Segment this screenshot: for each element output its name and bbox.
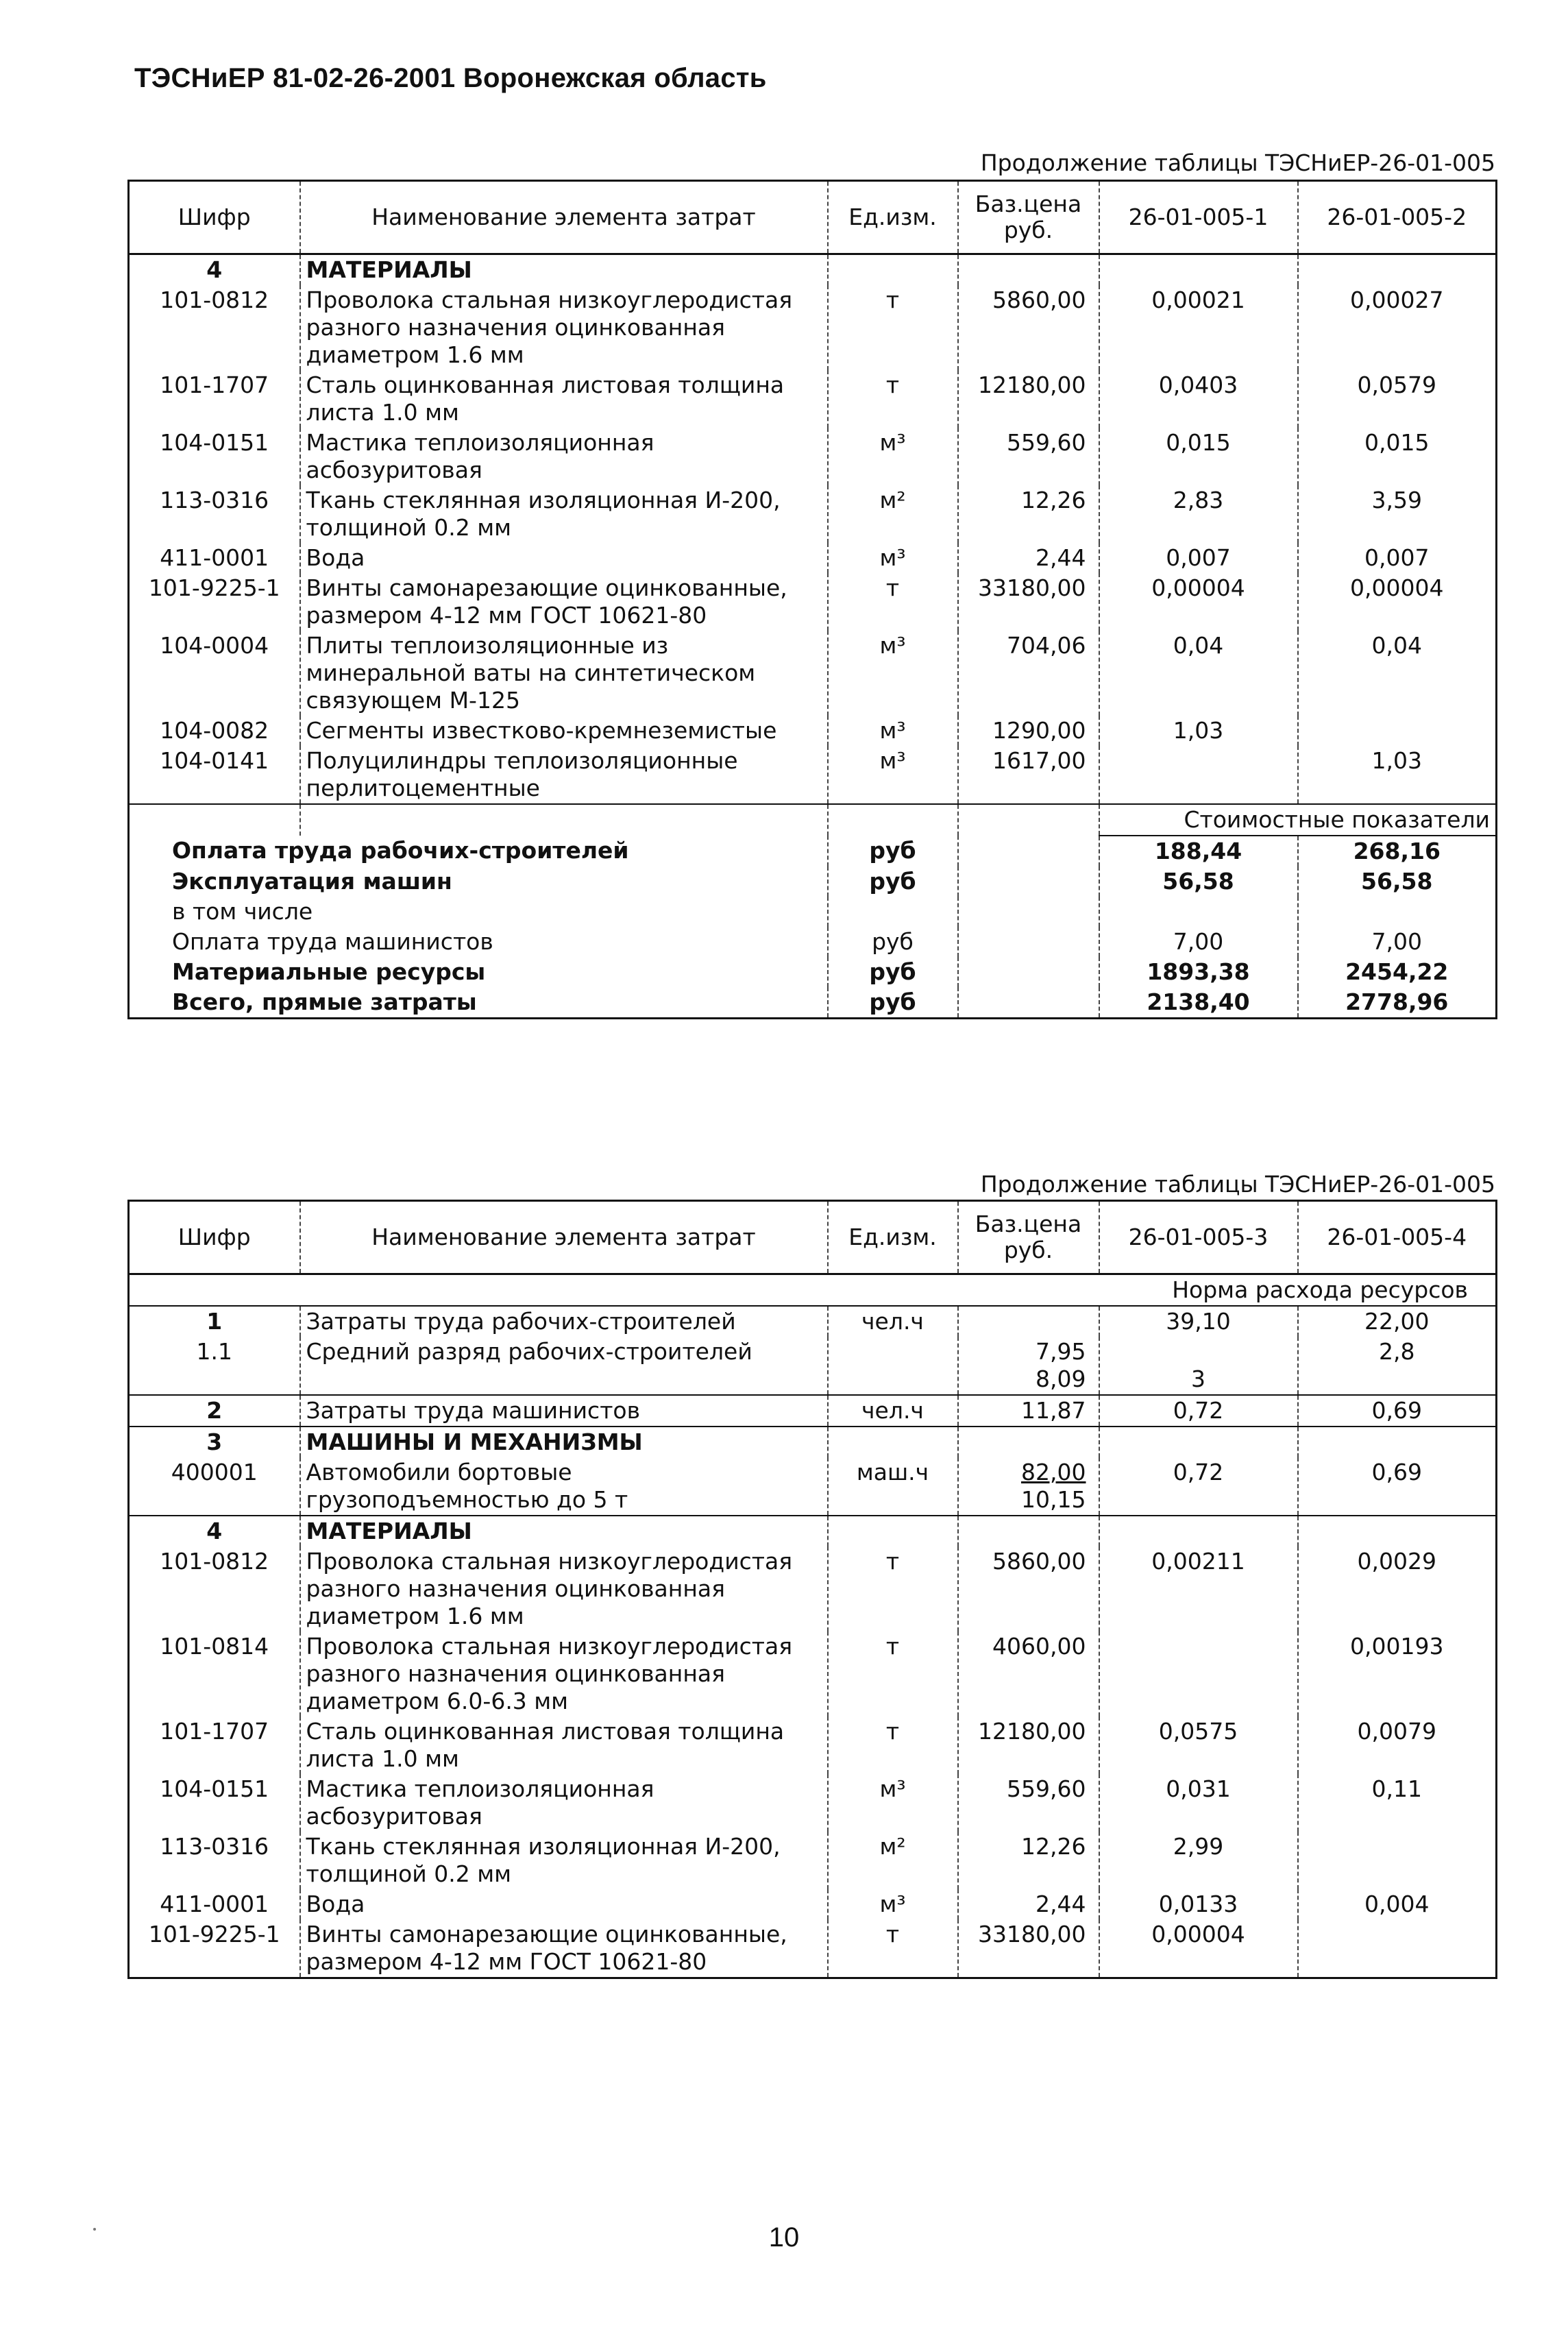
section-code: 4 [206, 256, 223, 283]
col-name-header: Наименование элемента затрат [300, 1201, 828, 1274]
labor-name: Затраты труда рабочих-строителей [300, 1306, 828, 1337]
row-unit: м³ [828, 746, 958, 804]
row-value-2: 0,00004 [1298, 573, 1497, 631]
table1-caption: Продолжение таблицы ТЭСНиЕР-26-01-005 [980, 149, 1495, 176]
summary-unit: руб [828, 987, 958, 1019]
row-name: Винты самонарезающие оцинкованные, размером 4-12 мм ГОСТ 10621-80 [300, 573, 828, 631]
row-price: 33180,00 [958, 573, 1099, 631]
page-title: ТЭСНиЕР 81-02-26-2001 Воронежская область [134, 63, 767, 93]
summary-name: Оплата труда рабочих-строителей [172, 837, 629, 864]
row-code: 101-9225-1 [148, 574, 280, 601]
summary-name: Материальные ресурсы [172, 958, 486, 985]
row-price: 559,60 [958, 1774, 1099, 1832]
row-value-1: 0,04 [1099, 631, 1298, 716]
row-name: Плиты теплоизоляционные из минеральной ваты на синтетическом связующем М-125 [300, 631, 828, 716]
row-name: Сталь оцинкованная листовая толщина листа 1.0 мм [300, 1716, 828, 1774]
table-row [129, 746, 1497, 804]
machine-price [958, 1457, 1099, 1516]
machine-code: 400001 [171, 1459, 258, 1485]
col-code-header: Шифр [129, 181, 300, 254]
table-row [129, 1546, 1497, 1631]
table-row [129, 631, 1497, 716]
machinists-price: 11,87 [958, 1395, 1099, 1427]
row-value-2: 0,0579 [1298, 370, 1497, 428]
row-code: 104-0004 [160, 632, 269, 659]
row-name: Сталь оцинкованная листовая толщина листа 1.0 мм [300, 370, 828, 428]
table-row [129, 1919, 1497, 1978]
row-unit: т [828, 1546, 958, 1631]
table-row [129, 1774, 1497, 1832]
table-row [129, 1832, 1497, 1889]
machines-section-row [129, 1427, 1497, 1457]
summary-row [129, 897, 1497, 927]
grade-name: Средний разряд рабочих-строителей [300, 1337, 828, 1395]
row-unit: т [828, 1631, 958, 1716]
materials-section-row [129, 1516, 1497, 1546]
section-name: МАТЕРИАЛЫ [300, 254, 828, 286]
col-3-header: 26-01-005-3 [1099, 1201, 1298, 1274]
row-name: Мастика теплоизоляционная асбозуритовая [300, 428, 828, 485]
grade-value-2: 2,8 [1298, 1337, 1497, 1395]
machine-price-b: 10,15 [1021, 1486, 1086, 1513]
row-name: Винты самонарезающие оцинкованные, размером 4-12 мм ГОСТ 10621-80 [300, 1919, 828, 1978]
row-code: 101-9225-1 [148, 1921, 280, 1947]
row-value-2: 0,004 [1298, 1889, 1497, 1919]
row-name: Проволока стальная низкоуглеродистая разного назначения оцинкованная диаметром 1.6 мм [300, 285, 828, 370]
summary-name: Оплата труда машинистов [172, 928, 493, 955]
grade-price [958, 1337, 1099, 1395]
row-price: 1617,00 [958, 746, 1099, 804]
row-code: 104-0151 [160, 429, 269, 456]
col-unit-header: Ед.изм. [828, 1201, 958, 1274]
row-unit: м³ [828, 631, 958, 716]
grade-value-1-text: 3 [1191, 1366, 1205, 1392]
summary-row [129, 957, 1497, 987]
summary-value-2 [1298, 897, 1497, 927]
machinists-value-1: 0,72 [1099, 1395, 1298, 1427]
row-price: 2,44 [958, 543, 1099, 573]
row-value-1: 0,031 [1099, 1774, 1298, 1832]
row-value-2: 0,11 [1298, 1774, 1497, 1832]
row-price: 12180,00 [958, 1716, 1099, 1774]
row-unit: м³ [828, 1774, 958, 1832]
table-row [129, 1716, 1497, 1774]
machine-name: Автомобили бортовые грузоподъемностью до 5 т [300, 1457, 828, 1516]
norm-label: Норма расхода ресурсов [1099, 1274, 1497, 1307]
materials-section-name: МАТЕРИАЛЫ [300, 1516, 828, 1546]
row-value-1: 0,015 [1099, 428, 1298, 485]
summary-unit [828, 897, 958, 927]
row-value-2 [1298, 1919, 1497, 1978]
row-value-2: 0,00193 [1298, 1631, 1497, 1716]
machines-section-code: 3 [129, 1427, 300, 1457]
col-price-header: Баз.цена руб. [958, 1201, 1099, 1274]
machinists-value-2: 0,69 [1298, 1395, 1497, 1427]
row-unit: т [828, 370, 958, 428]
row-unit: т [828, 573, 958, 631]
row-code: 101-0812 [160, 1548, 269, 1575]
table-row [129, 370, 1497, 428]
col-unit-header: Ед.изм. [828, 181, 958, 254]
summary-row [129, 836, 1497, 866]
summary-value-2: 268,16 [1298, 836, 1497, 866]
row-unit: м³ [828, 543, 958, 573]
summary-unit: руб [828, 927, 958, 957]
row-value-2: 1,03 [1298, 746, 1497, 804]
machine-row [129, 1457, 1497, 1516]
row-price: 5860,00 [958, 285, 1099, 370]
row-value-1: 0,00211 [1099, 1546, 1298, 1631]
row-name: Полуцилиндры теплоизоляционные перлитоцементные [300, 746, 828, 804]
table1-header-row [129, 181, 1497, 254]
grade-value-1 [1099, 1337, 1298, 1395]
table2 [127, 1200, 1497, 1979]
row-name: Сегменты известково-кремнеземистые [300, 716, 828, 746]
grade-code: 1.1 [196, 1338, 232, 1365]
row-unit: т [828, 1919, 958, 1978]
row-code: 411-0001 [160, 544, 269, 571]
row-value-2 [1298, 1832, 1497, 1889]
table-row [129, 285, 1497, 370]
machines-section-name: МАШИНЫ И МЕХАНИЗМЫ [300, 1427, 828, 1457]
row-unit: т [828, 1716, 958, 1774]
summary-value-1: 2138,40 [1099, 987, 1298, 1019]
machinists-code: 2 [129, 1395, 300, 1427]
row-price: 4060,00 [958, 1631, 1099, 1716]
row-value-1: 0,0133 [1099, 1889, 1298, 1919]
machinists-unit: чел.ч [828, 1395, 958, 1427]
norm-label-row [129, 1274, 1497, 1307]
materials-section-row [129, 254, 1497, 286]
row-unit: м² [828, 1832, 958, 1889]
col-name-header: Наименование элемента затрат [300, 181, 828, 254]
summary-value-1: 188,44 [1099, 836, 1298, 866]
summary-header-row [129, 804, 1497, 836]
row-code: 101-1707 [160, 372, 269, 398]
summary-unit: руб [828, 866, 958, 897]
col-4-header: 26-01-005-4 [1298, 1201, 1497, 1274]
row-price: 704,06 [958, 631, 1099, 716]
row-price: 559,60 [958, 428, 1099, 485]
grade-row [129, 1337, 1497, 1395]
row-value-1: 0,00021 [1099, 285, 1298, 370]
row-name: Вода [300, 1889, 828, 1919]
summary-label: Стоимостные показатели [1099, 804, 1497, 836]
row-value-1 [1099, 746, 1298, 804]
row-code: 104-0141 [160, 747, 269, 774]
row-price: 5860,00 [958, 1546, 1099, 1631]
machine-value-2: 0,69 [1298, 1457, 1497, 1516]
machinists-row [129, 1395, 1497, 1427]
row-name: Ткань стеклянная изоляционная И-200, толщиной 0.2 мм [300, 1832, 828, 1889]
row-code: 101-1707 [160, 1718, 269, 1745]
row-name: Проволока стальная низкоуглеродистая разного назначения оцинкованная диаметром 1.6 мм [300, 1546, 828, 1631]
labor-row [129, 1306, 1497, 1337]
row-code: 411-0001 [160, 1891, 269, 1917]
labor-value-2: 22,00 [1298, 1306, 1497, 1337]
table-row [129, 485, 1497, 543]
row-price: 12,26 [958, 485, 1099, 543]
col-2-header: 26-01-005-2 [1298, 181, 1497, 254]
row-code: 104-0151 [160, 1775, 269, 1802]
row-value-2: 3,59 [1298, 485, 1497, 543]
summary-unit: руб [828, 836, 958, 866]
row-value-1: 0,0403 [1099, 370, 1298, 428]
summary-value-2: 7,00 [1298, 927, 1497, 957]
row-value-2: 0,007 [1298, 543, 1497, 573]
row-unit: м³ [828, 716, 958, 746]
row-value-2: 0,0079 [1298, 1716, 1497, 1774]
table-row [129, 543, 1497, 573]
row-value-1: 0,0575 [1099, 1716, 1298, 1774]
col-1-header: 26-01-005-1 [1099, 181, 1298, 254]
row-price: 12180,00 [958, 370, 1099, 428]
row-value-1: 0,00004 [1099, 573, 1298, 631]
row-price: 2,44 [958, 1889, 1099, 1919]
summary-row [129, 866, 1497, 897]
table2-header-row [129, 1201, 1497, 1274]
summary-name: в том числе [172, 898, 313, 925]
summary-value-1: 1893,38 [1099, 957, 1298, 987]
row-value-2: 0,015 [1298, 428, 1497, 485]
row-name: Ткань стеклянная изоляционная И-200, толщиной 0.2 мм [300, 485, 828, 543]
summary-value-2: 2454,22 [1298, 957, 1497, 987]
row-value-1: 0,00004 [1099, 1919, 1298, 1978]
table-row [129, 573, 1497, 631]
col-price-header: Баз.цена руб. [958, 181, 1099, 254]
row-value-2: 0,0029 [1298, 1546, 1497, 1631]
summary-name: Эксплуатация машин [172, 868, 452, 895]
table2-caption: Продолжение таблицы ТЭСНиЕР-26-01-005 [980, 1171, 1495, 1198]
page-number: 10 [768, 2222, 800, 2253]
row-unit: м³ [828, 1889, 958, 1919]
row-price: 12,26 [958, 1832, 1099, 1889]
row-unit: т [828, 285, 958, 370]
row-value-2: 0,00027 [1298, 285, 1497, 370]
row-value-1 [1099, 1631, 1298, 1716]
summary-value-2: 56,58 [1298, 866, 1497, 897]
labor-unit: чел.ч [828, 1306, 958, 1337]
row-value-1: 2,83 [1099, 485, 1298, 543]
row-code: 113-0316 [160, 1833, 269, 1860]
row-code: 101-0812 [160, 287, 269, 313]
table-row [129, 1631, 1497, 1716]
row-code: 101-0814 [160, 1633, 269, 1660]
labor-code: 1 [206, 1308, 223, 1335]
summary-name: Всего, прямые затраты [172, 988, 477, 1015]
summary-unit: руб [828, 957, 958, 987]
machinists-name: Затраты труда машинистов [300, 1395, 828, 1427]
summary-value-1: 7,00 [1099, 927, 1298, 957]
row-value-1: 1,03 [1099, 716, 1298, 746]
machine-unit: маш.ч [828, 1457, 958, 1516]
row-unit: м³ [828, 428, 958, 485]
grade-price-b: 8,09 [1036, 1366, 1086, 1392]
row-name: Мастика теплоизоляционная асбозуритовая [300, 1774, 828, 1832]
table1 [127, 180, 1497, 1019]
table-row [129, 716, 1497, 746]
machine-value-1: 0,72 [1099, 1457, 1298, 1516]
grade-price-a: 7,95 [1036, 1338, 1086, 1365]
row-value-2: 0,04 [1298, 631, 1497, 716]
table-row [129, 1889, 1497, 1919]
row-code: 104-0082 [160, 717, 269, 744]
row-name: Вода [300, 543, 828, 573]
materials-section-code: 4 [129, 1516, 300, 1546]
machine-price-a: 82,00 [1021, 1459, 1086, 1485]
row-unit: м² [828, 485, 958, 543]
row-price: 1290,00 [958, 716, 1099, 746]
summary-value-1: 56,58 [1099, 866, 1298, 897]
row-price: 33180,00 [958, 1919, 1099, 1978]
row-code: 113-0316 [160, 487, 269, 513]
summary-row [129, 927, 1497, 957]
table-row [129, 428, 1497, 485]
col-code-header: Шифр [129, 1201, 300, 1274]
row-name: Проволока стальная низкоуглеродистая разного назначения оцинкованная диаметром 6.0-6.3 мм [300, 1631, 828, 1716]
summary-value-1 [1099, 897, 1298, 927]
row-value-1: 0,007 [1099, 543, 1298, 573]
labor-value-1: 39,10 [1099, 1306, 1298, 1337]
summary-value-2: 2778,96 [1298, 987, 1497, 1019]
row-value-1: 2,99 [1099, 1832, 1298, 1889]
row-value-2 [1298, 716, 1497, 746]
summary-row [129, 987, 1497, 1019]
